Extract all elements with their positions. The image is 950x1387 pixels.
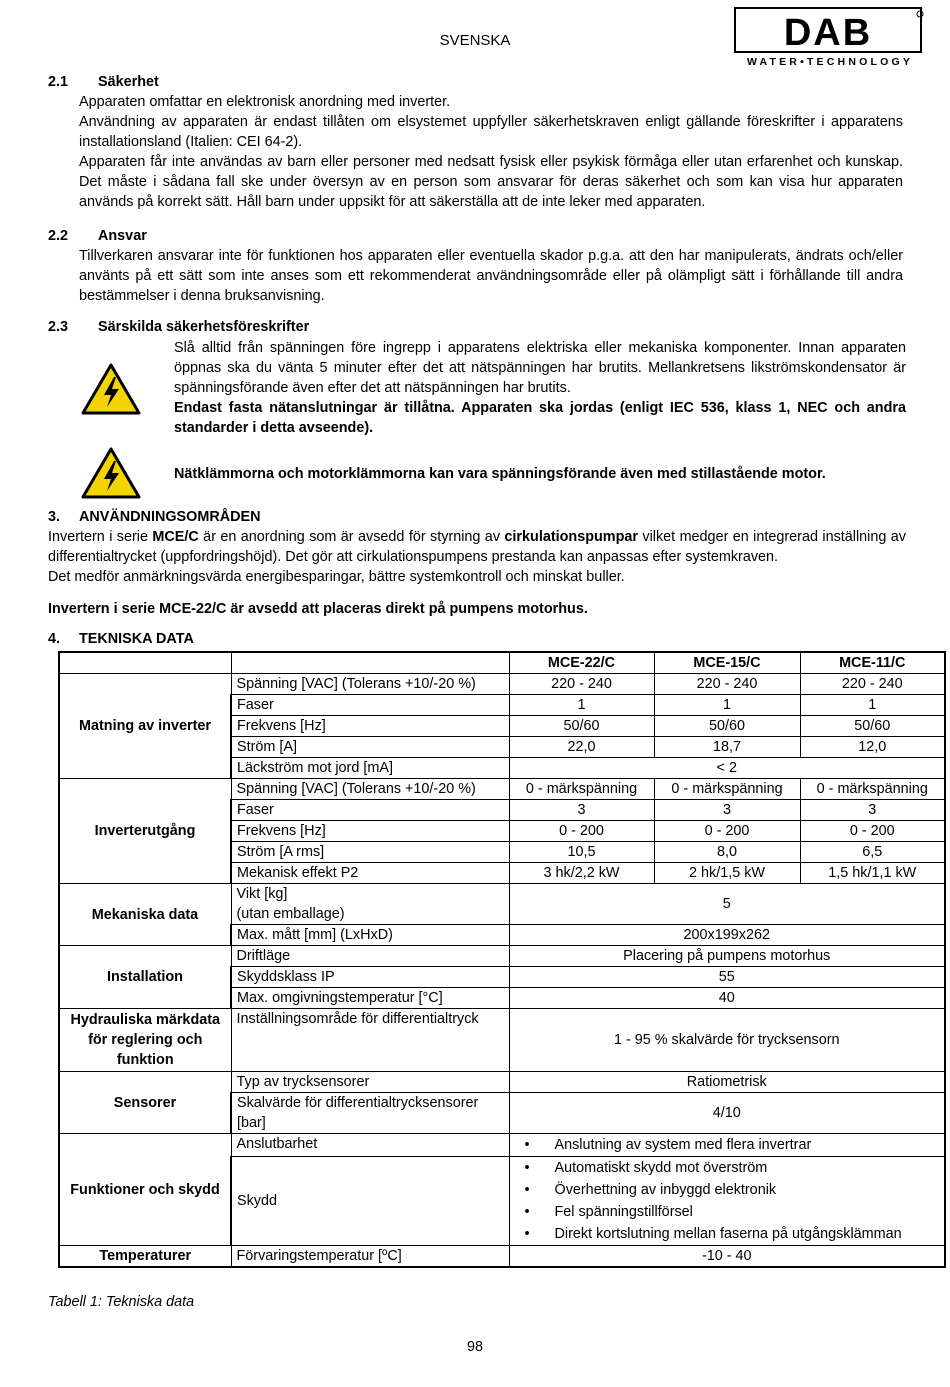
column-header: MCE-15/C [654, 652, 800, 674]
section-number: 3. [48, 509, 61, 525]
table-caption: Tabell 1: Tekniska data [48, 1294, 195, 1310]
row-label: Skyddsklass IP [231, 967, 509, 988]
group-label: Inverterutgång [59, 779, 231, 884]
table-row: Matning av inverter Spänning [VAC] (Tolerans +10/-20 %) 220 - 240 220 - 240 220 - 240 [59, 674, 945, 695]
table-row: Mekanisk effekt P2 3 hk/2,2 kW 2 hk/1,5 kW 1,5 hk/1,1 kW [59, 863, 945, 884]
row-label: Ström [A rms] [231, 842, 509, 863]
group-label: Installation [59, 946, 231, 1009]
bold-note: Invertern i serie MCE-22/C är avsedd att placeras direkt på pumpens motorhus. [48, 601, 588, 617]
table-row: Skyddsklass IP 55 [59, 967, 945, 988]
group-label: Sensorer [59, 1072, 231, 1134]
table-row: Frekvens [Hz] 50/60 50/60 50/60 [59, 716, 945, 737]
table-row: Faser 1 1 1 [59, 695, 945, 716]
table-row: Faser 3 3 3 [59, 800, 945, 821]
row-label: Skalvärde för differentialtrycksensorer [bar] [231, 1093, 509, 1134]
list-item: • Automatiskt skydd mot överström [510, 1157, 945, 1179]
row-label: Frekvens [Hz] [231, 821, 509, 842]
row-label: Max. mått [mm] (LxHxD) [231, 925, 509, 946]
column-header: MCE-11/C [800, 652, 945, 674]
table-row: Frekvens [Hz] 0 - 200 0 - 200 0 - 200 [59, 821, 945, 842]
table-row [59, 1134, 945, 1157]
table-row: Ström [A rms] 10,5 8,0 6,5 [59, 842, 945, 863]
section-number: 4. [48, 631, 61, 647]
section-2-1-body [79, 92, 903, 212]
table-row: Max. omgivningstemperatur [°C] 40 [59, 988, 945, 1009]
section-title: Säkerhet [98, 74, 159, 90]
section-title: Särskilda säkerhetsföreskrifter [98, 319, 310, 335]
row-label: Läckström mot jord [mA] [231, 758, 509, 779]
warning-bold-paragraph: Endast fasta nätanslutningar är tillåtna. Apparaten ska jordas (enligt IEC 536, klass 1, NEC och andra standarder i detta avseende). [174, 400, 906, 436]
bullet-list [510, 1157, 945, 1245]
row-label: Frekvens [Hz] [231, 716, 509, 737]
list-item: • Fel spänningstillförsel [510, 1201, 945, 1223]
section-2-2-body [79, 246, 903, 306]
table-row: Läckström mot jord [mA] < 2 [59, 758, 945, 779]
paragraph: Det medför anmärkningsvärda energibesparingar, bättre systemkontroll och minskat buller. [48, 569, 625, 585]
row-label: Ström [A] [231, 737, 509, 758]
page-number: 98 [466, 1339, 483, 1355]
warning-2-text: Nätklämmorna och motorklämmorna kan vara spänningsförande även med stillastående motor. [174, 466, 826, 482]
table-row: Max. mått [mm] (LxHxD) 200x199x262 [59, 925, 945, 946]
section-title: Ansvar [98, 228, 147, 244]
table-header-row [59, 652, 945, 674]
table-row: Mekaniska data Vikt [kg] (utan emballage) 5 [59, 884, 945, 925]
column-header: MCE-22/C [509, 652, 654, 674]
paragraph: Apparaten får inte användas av barn eller personer med nedsatt fysisk eller psykisk förmåga eller utan erfarenhet och kunskap. Det måste i sådana fall ske under översyn av en person som ansvarar för deras säkerhet och som kan visa hur apparaten används på korrekt sätt. Håll barn under uppsikt för att säkerställa att de inte leker med apparaten. [79, 154, 903, 210]
table-row: Skalvärde för differentialtrycksensorer [bar] 4/10 [59, 1093, 945, 1134]
section-title: ANVÄNDNINGSOMRÅDEN [79, 509, 261, 525]
row-label: Typ av trycksensorer [231, 1072, 509, 1093]
list-item: • Anslutning av system med flera invertrar [510, 1134, 945, 1156]
group-label: Funktioner och skydd [59, 1134, 231, 1246]
dab-logo [734, 7, 926, 69]
paragraph: Invertern i serie MCE/C är en anordning som är avsedd för styrning av cirkulationspumpar vilket medger en integrerad inställning av differentialtrycket (uppfordringshöjd). Det gör att cirkulationspumpens prestanda kan anpassas efter systemkraven. [48, 529, 906, 565]
paragraph: Apparaten omfattar en elektronisk anordning med inverter. [79, 94, 451, 110]
table-row: Inverterutgång Spänning [VAC] (Tolerans +10/-20 %) 0 - märkspänning 0 - märkspänning 0 - märkspänning [59, 779, 945, 800]
section-number: 2.2 [48, 228, 69, 244]
table-row: Ström [A] 22,0 18,7 12,0 [59, 737, 945, 758]
list-item: • Överhettning av inbyggd elektronik [510, 1179, 945, 1201]
header-language: SVENSKA [439, 32, 511, 49]
paragraph: Tillverkaren ansvarar inte för funktionen hos apparaten eller eventuella skador p.g.a. att den har manipulerats, ändrats och/eller använts på ett sätt som inte anses som ett rekommenderat användningsområde eller på olämpligt sätt i förhållande till andra bestämmelser i denna bruksanvisning. [79, 248, 903, 304]
row-label: Anslutbarhet [231, 1134, 509, 1157]
row-label: Max. omgivningstemperatur [°C] [231, 988, 509, 1009]
bullet-list [510, 1134, 945, 1156]
electrical-hazard-icon [81, 363, 141, 415]
table-row: Sensorer Typ av trycksensorer Ratiometrisk [59, 1072, 945, 1093]
section-number: 2.1 [48, 74, 69, 90]
row-label: Skydd [231, 1157, 509, 1246]
row-label: Vikt [kg] (utan emballage) [231, 884, 509, 925]
group-label: Hydrauliska märkdata för reglering och funktion [59, 1009, 231, 1072]
group-label: Matning av inverter [59, 674, 231, 779]
technical-data-table [58, 651, 946, 1268]
dab-logo-mark [734, 7, 926, 53]
row-label: Faser [231, 800, 509, 821]
section-title: TEKNISKA DATA [79, 631, 194, 647]
section-number: 2.3 [48, 319, 69, 335]
table-row: Installation Driftläge Placering på pumpens motorhus [59, 946, 945, 967]
group-label: Temperaturer [59, 1246, 231, 1268]
warning-paragraph: Slå alltid från spänningen före ingrepp i apparatens elektriska eller mekaniska komponenter. Innan apparaten öppnas ska du vänta 5 minuter efter det att nätspänningen har brutits. Mellankretsens likströmskondensator är spänningsförande även efter det att nätspänningen har brutits. [174, 340, 906, 396]
list-item: • Direkt kortslutning mellan faserna på utgångsklämman [510, 1223, 945, 1245]
table-row: Temperaturer Förvaringstemperatur [ºC] -10 - 40 [59, 1246, 945, 1268]
row-label: Inställningsområde för differentialtryck [231, 1009, 509, 1072]
row-label: Spänning [VAC] (Tolerans +10/-20 %) [231, 779, 509, 800]
row-label: Mekanisk effekt P2 [231, 863, 509, 884]
row-label: Driftläge [231, 946, 509, 967]
table-row: Hydrauliska märkdata för reglering och funktion Inställningsområde för differentialtryck 1 - 95 % skalvärde för trycksensorn [59, 1009, 945, 1072]
section-3-body [48, 527, 906, 587]
logo-subtext: WATER•TECHNOLOGY [746, 56, 914, 68]
electrical-hazard-icon [81, 447, 141, 499]
row-label: Spänning [VAC] (Tolerans +10/-20 %) [231, 674, 509, 695]
row-label: Förvaringstemperatur [ºC] [231, 1246, 509, 1268]
row-label: Faser [231, 695, 509, 716]
paragraph: Användning av apparaten är endast tillåten om elsystemet uppfyller säkerhetskraven enligt gällande föreskrifter i apparatens installationsland (Italien: CEI 64-2). [79, 114, 903, 150]
group-label: Mekaniska data [59, 884, 231, 946]
warning-1-text [174, 338, 906, 438]
logo-text: DAB [783, 12, 873, 53]
